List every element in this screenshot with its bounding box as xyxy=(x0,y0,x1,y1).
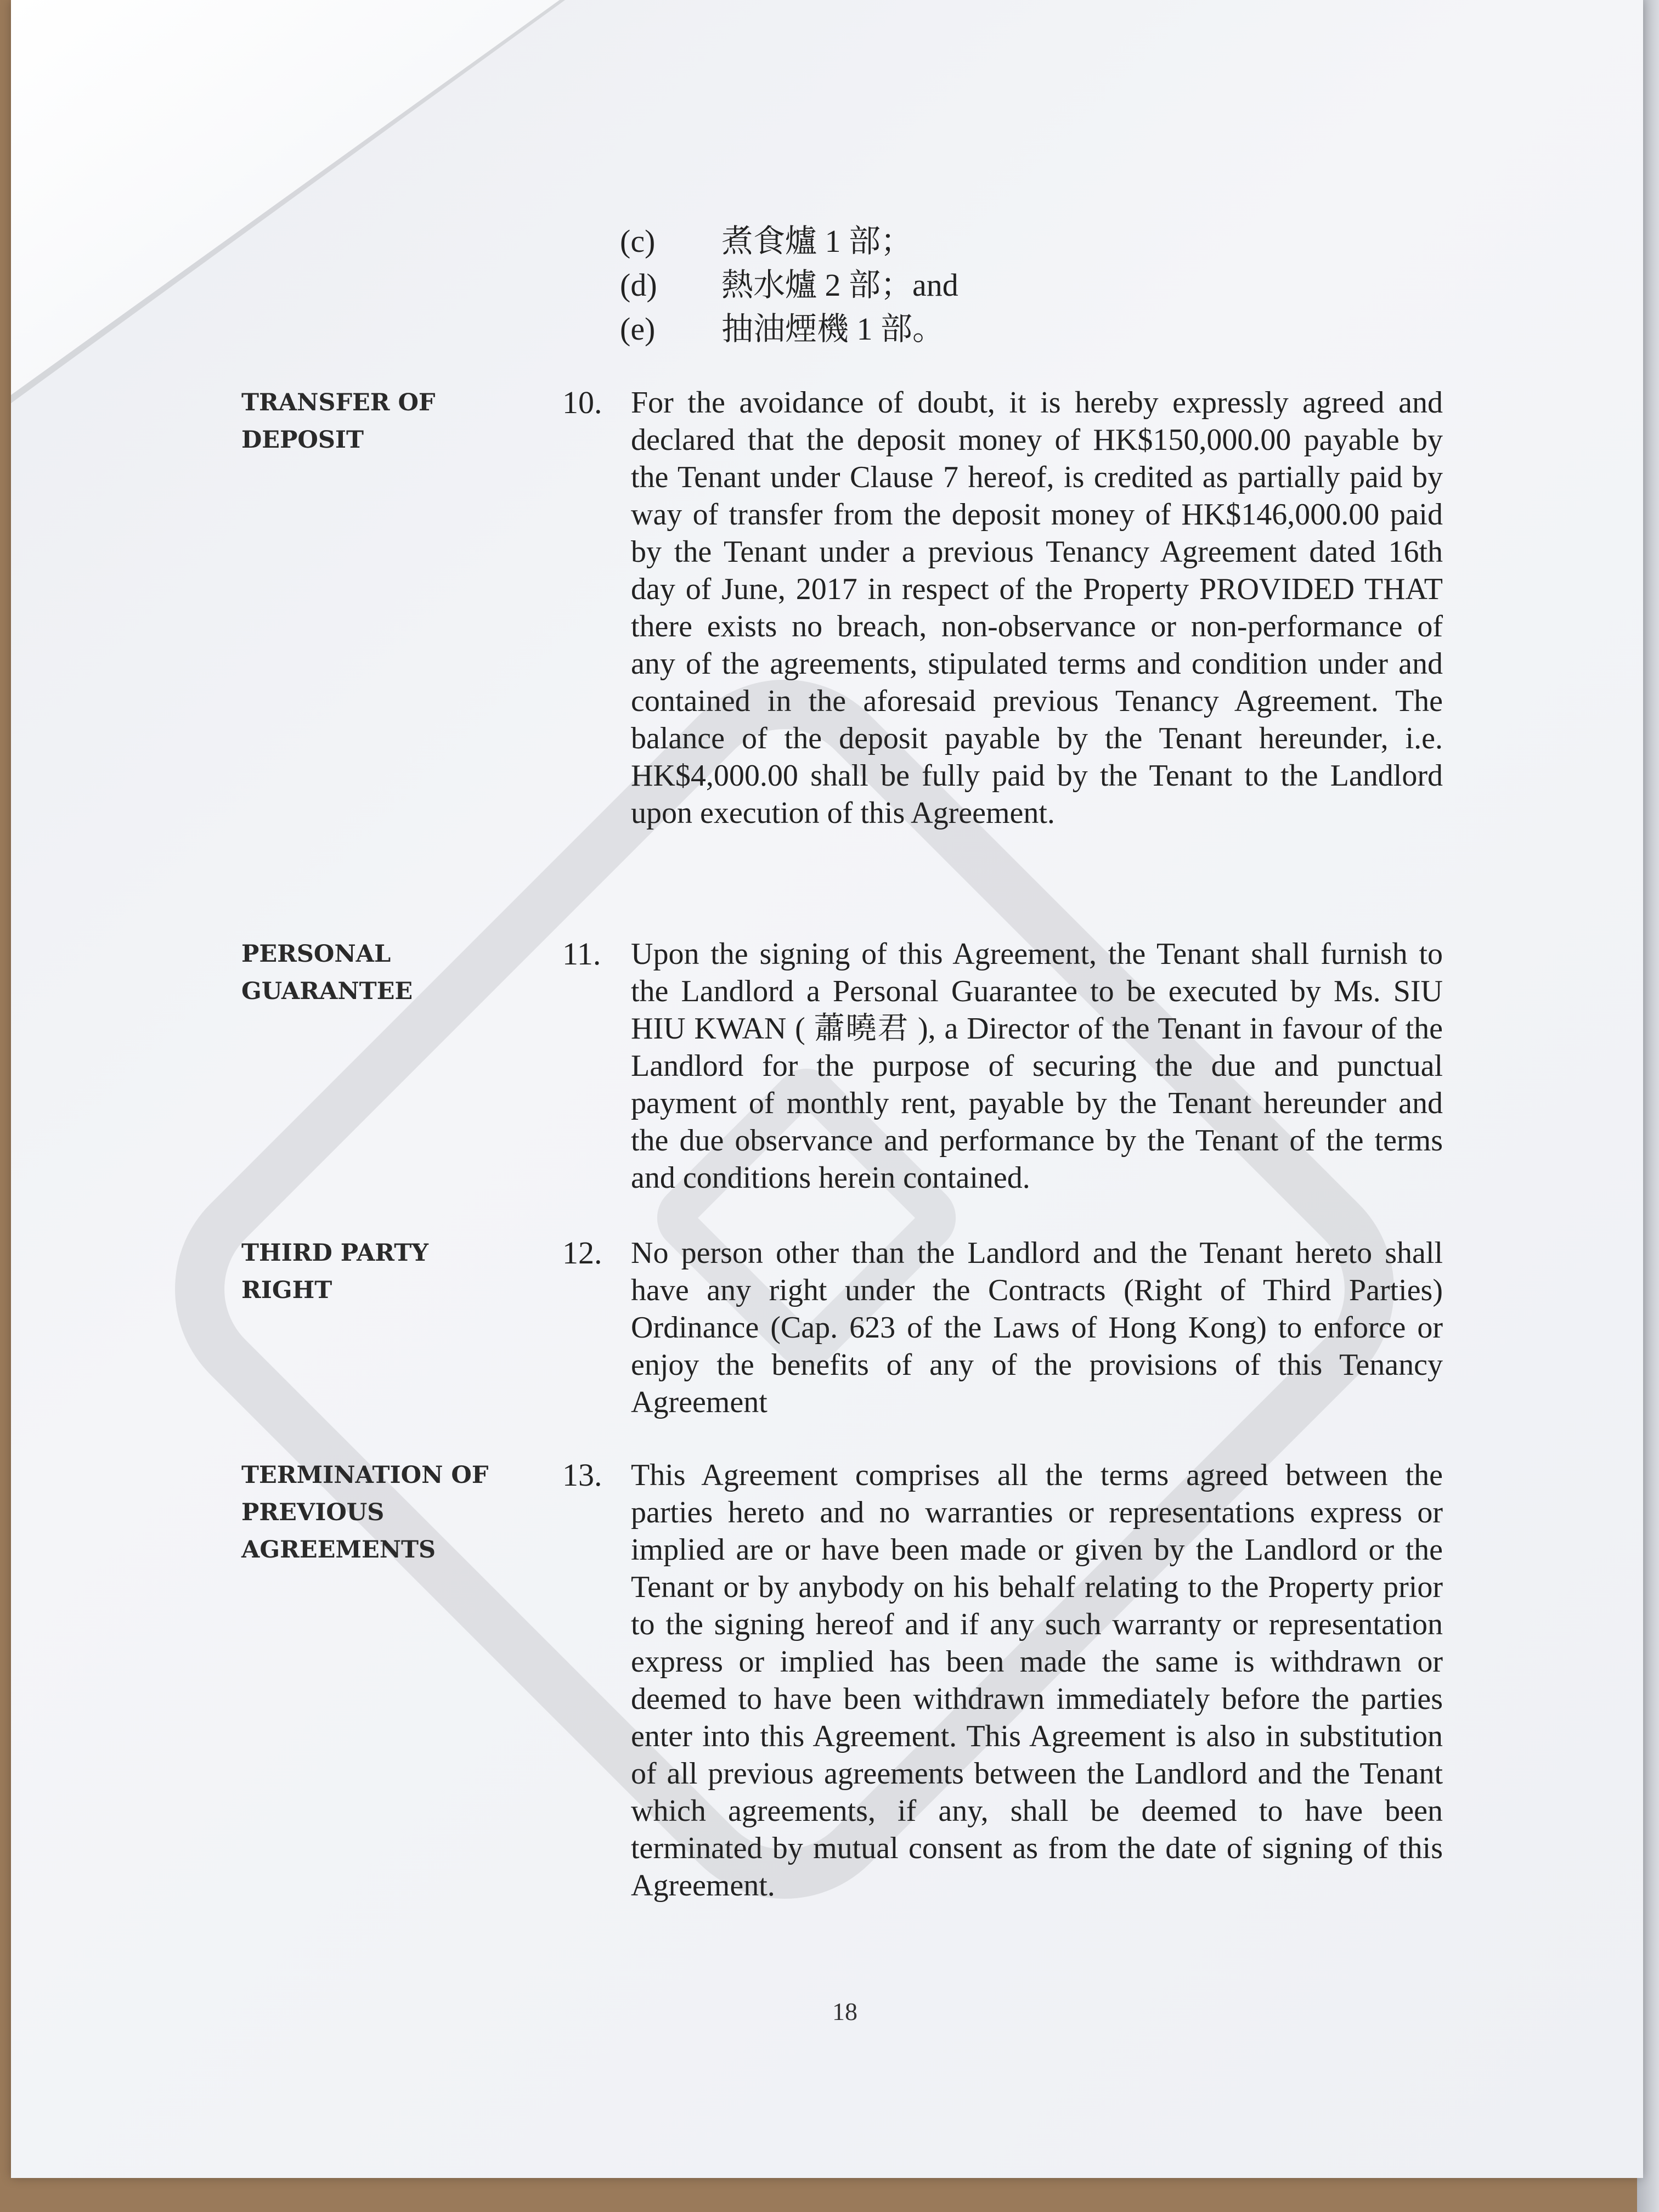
list-text: 抽油煙機 1 部。 xyxy=(721,311,945,347)
list-item xyxy=(620,263,1114,307)
clause-heading: THIRD PARTY RIGHT xyxy=(241,1239,428,1304)
clause-text: This Agreement comprises all the terms agreed between the parties hereto and no warranties or representations express or implied are or have been made or given by the Landlord or the Tenant or by anybody on his behalf relating to the Property prior to the signing hereof and if any such warranty or representation express or implied has been made the same is withdrawn or deemed to have been withdrawn immediately before the parties enter into this Agreement. This Agreement is also in substitution of all previous agreements between the Landlord and the Tenant which agreements, if any, shall be deemed to have been terminated by mutual consent as from the date of signing of this Agreement. xyxy=(631,1458,1443,1903)
clause-text: No person other than the Landlord and the Tenant hereto shall have any right under the Contracts (Right of Third Parties) Ordinance (Cap. 623 of the Laws of Hong Kong) to enforce or enjoy the benefits of any of the provisions of this Tenancy Agreement xyxy=(631,1236,1443,1419)
list-marker: (d) xyxy=(620,267,657,303)
clause-text: For the avoidance of doubt, it is hereby expressly agreed and declared that the deposit money of HK$150,000.00 payable by the Tenant under Clause 7 hereof, is credited as partially paid by way of transfer from the deposit money of HK$146,000.00 paid by the Tenant under a previous Tenancy Agreement dated 16th day of June, 2017 in respect of the Property PROVIDED THAT there exists no breach, non-observance or non-performance of any of the agreements, stipulated terms and condition under and contained in the aforesaid previous Tenancy Agreement. The balance of the deposit payable by the Tenant hereunder, i.e. HK$4,000.00 shall be fully paid by the Tenant to the Landlord upon execution of this Agreement. xyxy=(631,386,1443,830)
clause-number: 12. xyxy=(562,1235,602,1271)
equipment-list xyxy=(620,219,1114,351)
clause-number: 10. xyxy=(562,385,602,420)
clause-heading: TRANSFER OF DEPOSIT xyxy=(241,389,436,454)
list-item xyxy=(620,219,1114,263)
list-item xyxy=(620,307,1114,351)
list-marker: (c) xyxy=(620,223,656,259)
clause-number: 13. xyxy=(562,1457,602,1493)
clause-heading: TERMINATION OF PREVIOUS AGREEMENTS xyxy=(241,1462,489,1564)
document-page xyxy=(11,0,1643,2178)
clause-heading: PERSONAL GUARANTEE xyxy=(241,940,413,1005)
clause-text: Upon the signing of this Agreement, the Tenant shall furnish to the Landlord a Personal Guarantee to be executed by Ms. SIU HIU KWAN ( 蕭曉君 ), a Director of the Tenant in favour of the Landlord for the purpose of securing the due and punctual payment of monthly rent, payable by the Tenant hereunder and the due observance and performance by the Tenant of the terms and conditions herein contained. xyxy=(631,937,1443,1195)
list-text: 熱水爐 2 部；and xyxy=(721,267,958,303)
list-marker: (e) xyxy=(620,311,656,347)
clause-number: 11. xyxy=(562,936,601,972)
list-text: 煮食爐 1 部； xyxy=(721,223,913,259)
page-content xyxy=(11,0,1643,2178)
page-number: 18 xyxy=(832,1997,857,2025)
